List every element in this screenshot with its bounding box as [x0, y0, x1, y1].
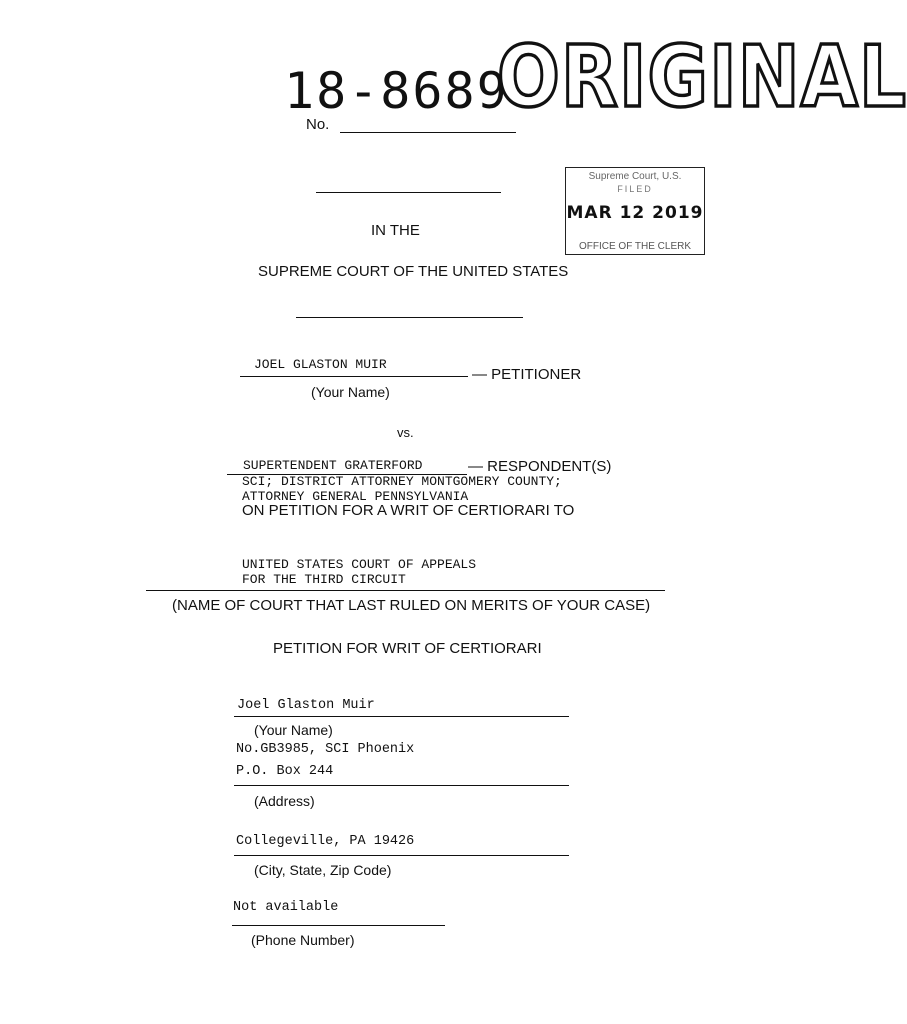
filed-stamp-filed: FILED [617, 184, 653, 194]
filer-phone-caption: (Phone Number) [251, 932, 355, 948]
filer-name-underline [234, 716, 569, 717]
filer-address-caption: (Address) [254, 793, 315, 809]
filer-phone-underline [232, 925, 445, 926]
filer-city-state-zip: Collegeville, PA 19426 [236, 834, 415, 849]
court-name: SUPREME COURT OF THE UNITED STATES [258, 263, 569, 280]
lower-court-line-1: UNITED STATES COURT OF APPEALS [242, 557, 477, 572]
divider-court [296, 317, 523, 318]
lower-court-line-2: FOR THE THIRD CIRCUIT [242, 572, 406, 587]
filer-address-line-2: P.O. Box 244 [236, 764, 334, 779]
petitioner-role: — PETITIONER [472, 366, 582, 383]
case-number: 18-8689 [284, 62, 509, 120]
filer-name: Joel Glaston Muir [237, 698, 375, 713]
filer-address-line-1: No.GB3985, SCI Phoenix [236, 742, 415, 757]
petitioner-name: JOEL GLASTON MUIR [254, 357, 387, 372]
case-number-underline [340, 132, 516, 133]
filed-stamp-office: OFFICE OF THE CLERK [578, 241, 692, 252]
respondent-role: — RESPONDENT(S) [468, 458, 612, 475]
filed-stamp-date: MAR 12 2019 [566, 203, 704, 223]
divider-top [316, 192, 501, 193]
versus: vs. [397, 425, 414, 440]
filed-stamp-court: Supreme Court, U.S. [588, 171, 682, 182]
in-the-label: IN THE [371, 222, 420, 239]
respondent-line-3: ATTORNEY GENERAL PENNSYLVANIA [242, 489, 469, 504]
lower-court-underline [146, 590, 665, 591]
filer-address-underline [234, 785, 569, 786]
petitioner-underline [240, 376, 468, 377]
petitioner-caption: (Your Name) [311, 384, 390, 400]
document-title: PETITION FOR WRIT OF CERTIORARI [273, 640, 542, 657]
petition-on: ON PETITION FOR A WRIT OF CERTIORARI TO [242, 502, 575, 519]
filer-city-underline [234, 855, 569, 856]
filer-city-caption: (City, State, Zip Code) [254, 862, 392, 878]
respondent-line-1: SUPERTENDENT GRATERFORD [243, 458, 423, 473]
respondent-line-2: SCI; DISTRICT ATTORNEY MONTGOMERY COUNTY; [242, 474, 562, 489]
lower-court-caption: (NAME OF COURT THAT LAST RULED ON MERITS OF YOUR CASE) [172, 597, 651, 614]
filed-stamp [565, 167, 705, 255]
case-number-label: No. [306, 116, 330, 133]
filer-name-caption: (Your Name) [254, 722, 333, 738]
filer-phone: Not available [233, 900, 339, 915]
original-stamp: ORIGINAL [497, 28, 907, 127]
